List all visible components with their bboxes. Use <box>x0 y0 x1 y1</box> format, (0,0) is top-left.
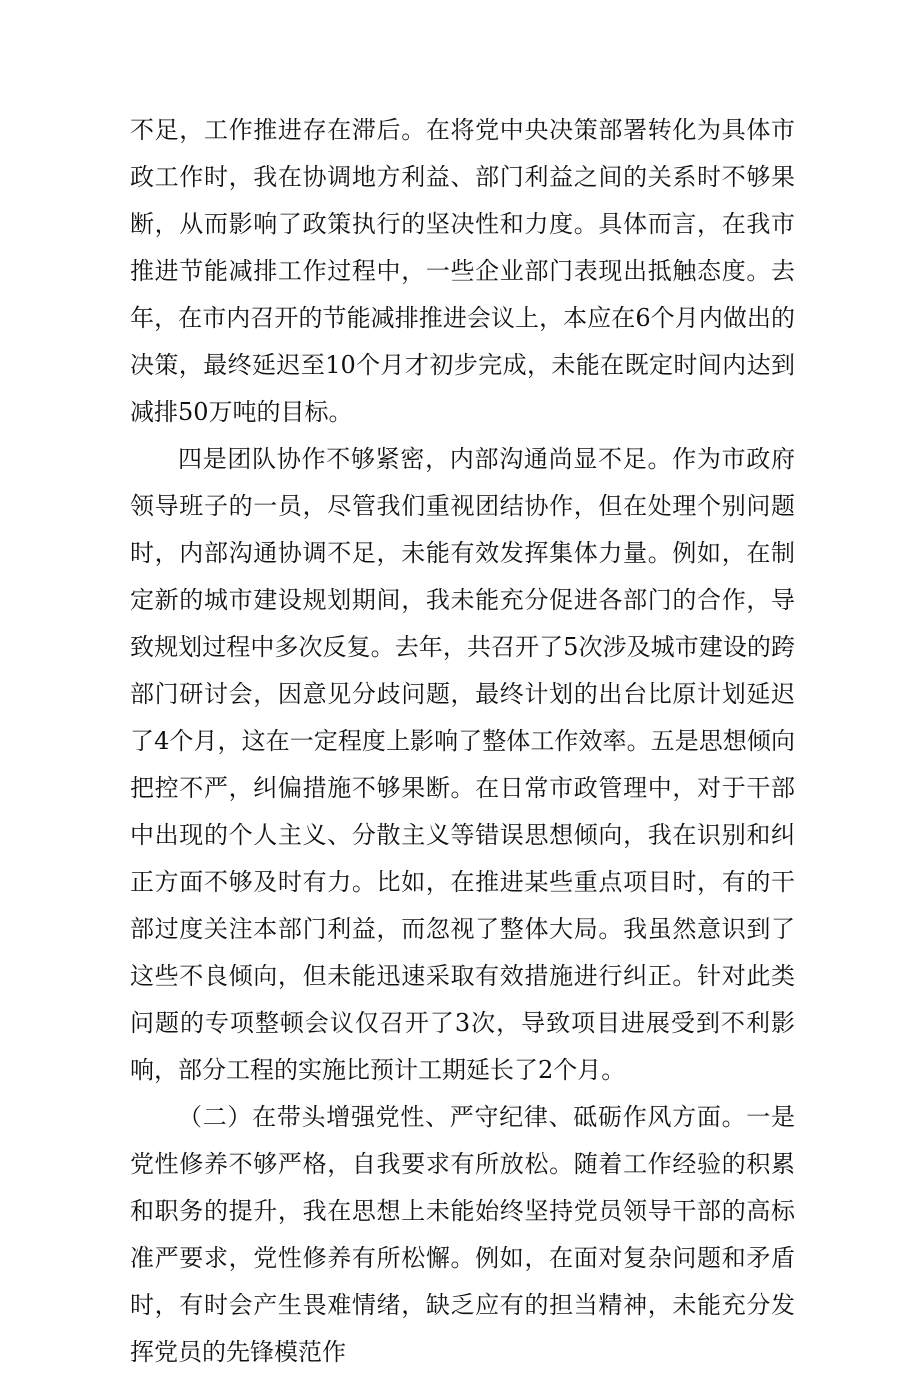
paragraph-continuation: 不足，工作推进存在滞后。在将党中央决策部署转化为具体市政工作时，我在协调地方利益、部门利益之间的关系时不够果断，从而影响了政策执行的坚决性和力度。具体而言，在我市推进节能减排工作过程中，一些企业部门表现出抵触态度。去年，在市内召开的节能减排推进会议上，本应在6个月内做出的决策，最终延迟至10个月才初步完成，未能在既定时间内达到减排50万吨的目标。 <box>130 116 795 426</box>
paragraph-party-discipline: （二）在带头增强党性、严守纪律、砥砺作风方面。一是党性修养不够严格，自我要求有所放松。随着工作经验的积累和职务的提升，我在思想上未能始终坚持党员领导干部的高标准严要求，党性修养有所松懈。例如，在面对复杂问题和矛盾时，有时会产生畏难情绪，缺乏应有的担当精神，未能充分发挥党员的先锋模范作 <box>130 1103 795 1366</box>
document-body <box>130 107 795 1376</box>
paragraph-teamwork: 四是团队协作不够紧密，内部沟通尚显不足。作为市政府领导班子的一员，尽管我们重视团结协作，但在处理个别问题时，内部沟通协调不足，未能有效发挥集体力量。例如，在制定新的城市建设规划期间，我未能充分促进各部门的合作，导致规划过程中多次反复。去年，共召开了5次涉及城市建设的跨部门研讨会，因意见分歧问题，最终计划的出台比原计划延迟了4个月，这在一定程度上影响了整体工作效率。五是思想倾向把控不严，纠偏措施不够果断。在日常市政管理中，对于干部中出现的个人主义、分散主义等错误思想倾向，我在识别和纠正方面不够及时有力。比如，在推进某些重点项目时，有的干部过度关注本部门利益，而忽视了整体大局。我虽然意识到了这些不良倾向，但未能迅速采取有效措施进行纠正。针对此类问题的专项整顿会议仅召开了3次，导致项目进展受到不利影响，部分工程的实施比预计工期延长了2个月。 <box>130 445 795 1084</box>
